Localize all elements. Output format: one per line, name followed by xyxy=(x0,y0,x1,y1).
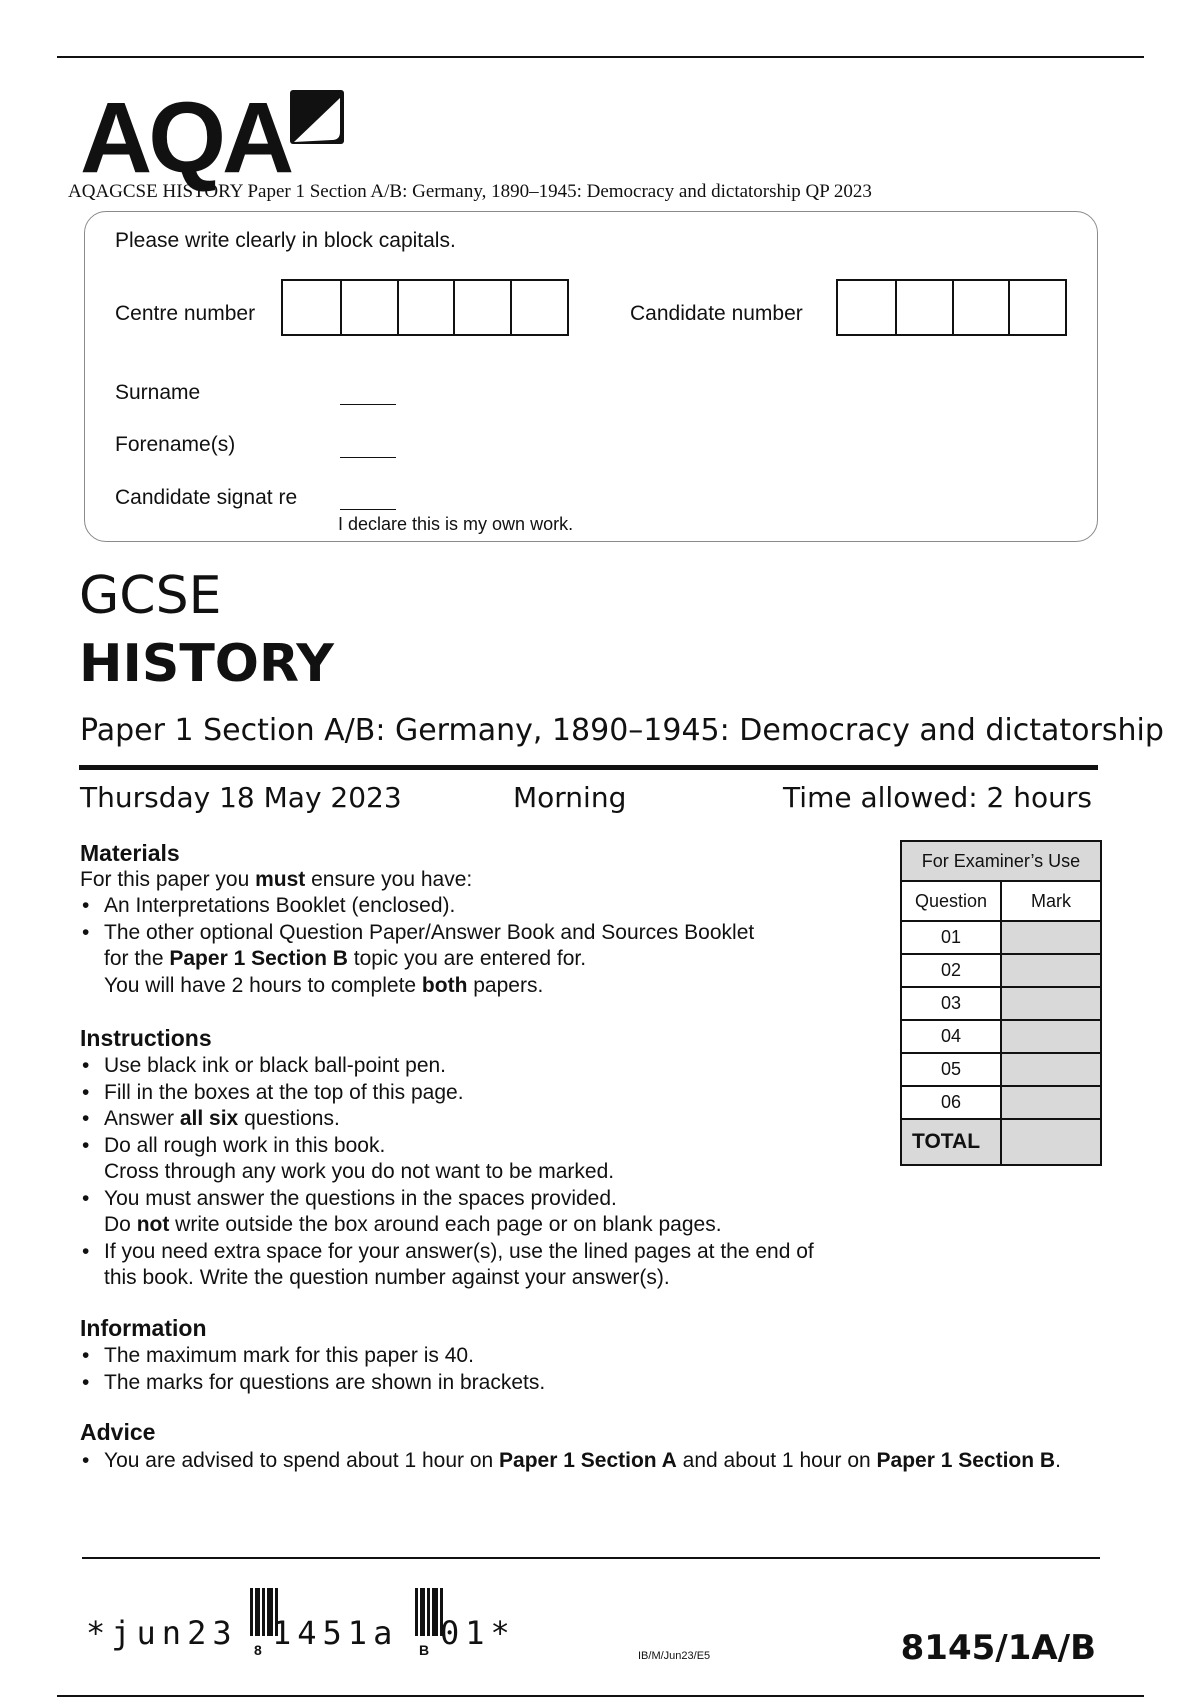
information-list xyxy=(80,1343,545,1396)
centre-number-label: Centre number xyxy=(115,302,256,325)
bottom-rule xyxy=(57,1695,1144,1697)
table-row xyxy=(901,1053,1101,1086)
subject-title: HISTORY xyxy=(79,634,334,694)
centre-number-cell[interactable] xyxy=(283,281,340,334)
materials-item-2-line-1: • The other optional Question Paper/Answer Book and Sources Booklet xyxy=(104,920,755,944)
paper-reference: IB/M/Jun23/E5 xyxy=(638,1650,711,1662)
barcode-digit-2: B xyxy=(419,1642,430,1658)
exam-session: Morning xyxy=(513,781,627,814)
materials-item-2-line-3 xyxy=(104,973,754,1000)
instructions-item-5-line-2 xyxy=(104,1212,814,1239)
list-item xyxy=(80,1106,814,1133)
running-title: AQAGCSE HISTORY Paper 1 Section A/B: Germany, 1890–1945: Democracy and dictatorship QP 2023 xyxy=(68,181,872,202)
footer-rule xyxy=(82,1557,1100,1559)
list-item xyxy=(80,893,754,920)
list-item xyxy=(80,1343,545,1370)
barcode-digit-1: 8 xyxy=(254,1642,262,1658)
instructions-item-3-text-end: questions. xyxy=(238,1107,340,1130)
candidate-number-cell[interactable] xyxy=(952,281,1009,334)
forenames-label: Forename(s) xyxy=(115,433,236,456)
instructions-item-1: Use black ink or black ball-point pen. xyxy=(104,1054,447,1077)
list-item xyxy=(80,1186,814,1239)
question-number: 02 xyxy=(901,954,1001,987)
materials-item-2-emphasis: Paper 1 Section B xyxy=(169,947,348,970)
instructions-item-5-emphasis: not xyxy=(136,1213,170,1236)
table-row xyxy=(901,921,1101,954)
aqa-logo-mark-icon xyxy=(288,88,346,146)
surname-field[interactable] xyxy=(340,404,396,405)
materials-list xyxy=(80,893,754,999)
question-column-header: Question xyxy=(901,881,1001,921)
table-row xyxy=(901,1086,1101,1119)
question-number: 05 xyxy=(901,1053,1001,1086)
instructions-heading: Instructions xyxy=(80,1025,212,1051)
candidate-number-cell[interactable] xyxy=(895,281,952,334)
candidate-number-boxes[interactable] xyxy=(836,279,1067,336)
centre-number-cell[interactable] xyxy=(340,281,397,334)
advice-heading: Advice xyxy=(80,1419,156,1445)
centre-number-cell[interactable] xyxy=(397,281,454,334)
materials-item-2-line-2 xyxy=(104,946,754,973)
question-number: 03 xyxy=(901,987,1001,1020)
list-item xyxy=(80,920,754,1000)
forenames-field[interactable] xyxy=(340,457,396,458)
instructions-item-2: Fill in the boxes at the top of this page. xyxy=(104,1080,464,1104)
table-row xyxy=(901,954,1101,987)
candidate-number-cell[interactable] xyxy=(838,281,895,334)
materials-item-2-text-end: papers. xyxy=(467,973,544,997)
top-rule xyxy=(57,56,1144,58)
mark-cell xyxy=(1001,1086,1101,1119)
mark-cell xyxy=(1001,1020,1101,1053)
form-instruction: Please write clearly in block capitals. xyxy=(115,229,456,252)
advice-text-end: . xyxy=(1055,1449,1061,1472)
list-item xyxy=(80,1448,1061,1475)
table-row xyxy=(901,987,1101,1020)
materials-item-1: An Interpretations Booklet (enclosed). xyxy=(104,894,456,917)
advice-text-mid: and about 1 hour on xyxy=(676,1449,877,1472)
aqa-logo-text: AQA xyxy=(80,82,291,194)
total-mark-cell xyxy=(1001,1119,1101,1165)
aqa-logo xyxy=(80,82,350,194)
question-number: 04 xyxy=(901,1020,1001,1053)
exam-date: Thursday 18 May 2023 xyxy=(80,781,402,814)
instructions-item-5-line-1: • You must answer the questions in the spaces provided. xyxy=(104,1186,617,1210)
time-allowed: Time allowed: 2 hours xyxy=(783,781,1092,814)
barcode-text-part-3: 01* xyxy=(440,1614,516,1652)
table-row xyxy=(901,1020,1101,1053)
centre-number-cell[interactable] xyxy=(453,281,510,334)
mark-cell xyxy=(1001,954,1101,987)
instructions-item-6-line-2: this book. Write the question number against your answer(s). xyxy=(104,1266,670,1289)
materials-intro-text: For this paper you xyxy=(80,868,256,891)
title-rule xyxy=(79,765,1098,770)
list-item xyxy=(80,1239,814,1292)
candidate-details-box xyxy=(84,211,1098,542)
advice-list xyxy=(80,1448,1061,1475)
advice-emphasis-1: Paper 1 Section A xyxy=(499,1449,677,1472)
instructions-item-5-text-end: write outside the box around each page or on blank pages. xyxy=(169,1213,722,1236)
materials-item-2-text: for the xyxy=(104,947,170,970)
list-item xyxy=(80,1053,814,1080)
examiner-use-table xyxy=(900,840,1102,1166)
barcode-text-part-1: *jun23 xyxy=(86,1614,238,1652)
mark-cell xyxy=(1001,921,1101,954)
list-item xyxy=(80,1133,814,1186)
advice-text: You are advised to spend about 1 hour on xyxy=(104,1449,500,1472)
barcode-text-2 xyxy=(272,1614,398,1652)
mark-column-header: Mark xyxy=(1001,881,1101,921)
barcode-text-part-2: 1451a xyxy=(272,1614,399,1652)
declaration-text: I declare this is my own work. xyxy=(338,514,574,534)
total-label: TOTAL xyxy=(901,1119,1001,1165)
question-number: 06 xyxy=(901,1086,1001,1119)
mark-cell xyxy=(1001,987,1101,1020)
materials-heading: Materials xyxy=(80,840,180,866)
instructions-item-6-line-1: • If you need extra space for your answer(s), use the lined pages at the end of xyxy=(104,1239,814,1263)
mark-cell xyxy=(1001,1053,1101,1086)
examiner-table-header: For Examiner’s Use xyxy=(901,841,1101,881)
signature-field[interactable] xyxy=(340,509,396,510)
surname-label: Surname xyxy=(115,381,201,404)
materials-item-2-emphasis: both xyxy=(421,973,468,997)
candidate-number-label: Candidate number xyxy=(630,302,803,325)
barcode-text-3 xyxy=(440,1614,516,1652)
table-row xyxy=(901,1119,1101,1165)
instructions-item-3-emphasis: all six xyxy=(179,1107,239,1130)
paper-title: Paper 1 Section A/B: Germany, 1890–1945: Democracy and dictatorship xyxy=(80,713,1164,748)
signature-label: Candidate signat re xyxy=(115,486,298,509)
list-item xyxy=(80,1370,545,1397)
centre-number-boxes[interactable] xyxy=(281,279,569,336)
instructions-item-4-line-2: Cross through any work you do not want to be marked. xyxy=(104,1160,615,1183)
information-item-2: The marks for questions are shown in brackets. xyxy=(104,1370,546,1394)
instructions-list xyxy=(80,1053,814,1292)
materials-item-2-text: You will have 2 hours to complete xyxy=(104,973,422,997)
candidate-number-cell[interactable] xyxy=(1008,281,1065,334)
materials-intro-emphasis: must xyxy=(255,868,306,891)
information-heading: Information xyxy=(80,1315,207,1341)
centre-number-cell[interactable] xyxy=(510,281,567,334)
materials-intro-text-end: ensure you have: xyxy=(305,868,473,891)
information-item-1: The maximum mark for this paper is 40. xyxy=(104,1344,474,1367)
instructions-item-4-line-1: • Do all rough work in this book. xyxy=(104,1133,386,1157)
materials-intro xyxy=(80,868,472,892)
barcode-text xyxy=(86,1614,238,1652)
paper-code: 8145/1A/B xyxy=(900,1628,1096,1668)
qualification-title: GCSE xyxy=(79,566,222,626)
list-item xyxy=(80,1080,814,1107)
advice-emphasis-2: Paper 1 Section B xyxy=(876,1449,1056,1472)
instructions-item-3-text: Answer xyxy=(104,1107,180,1130)
instructions-item-5-text: Do xyxy=(104,1213,137,1236)
materials-item-2-text-end: topic you are entered for. xyxy=(347,947,587,970)
question-number: 01 xyxy=(901,921,1001,954)
